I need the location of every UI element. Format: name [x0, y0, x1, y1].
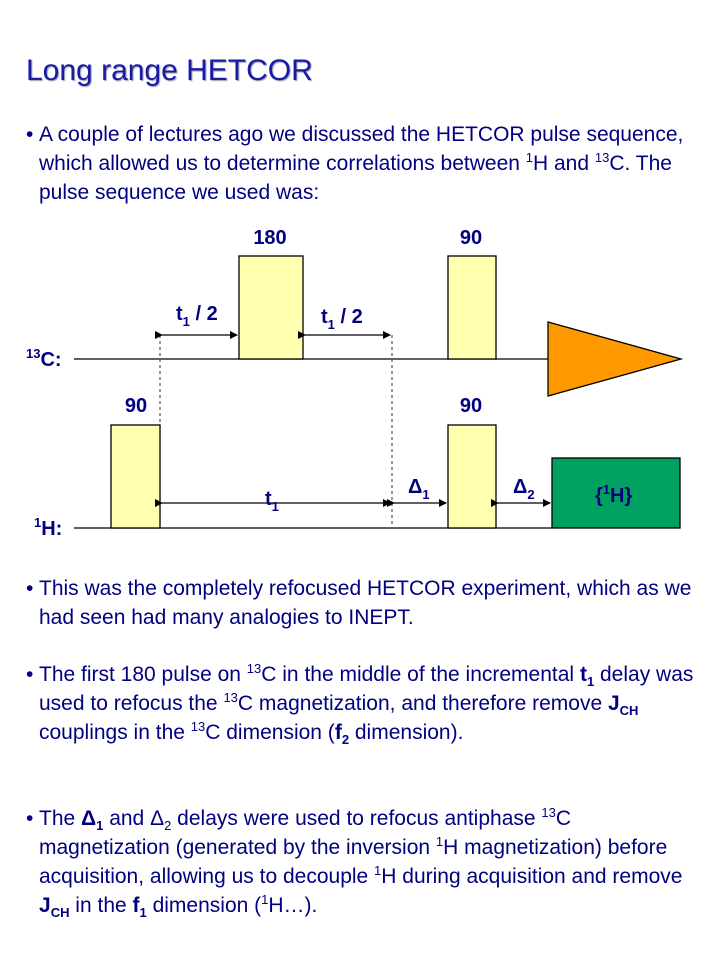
- bullet-paragraph-4: [26, 804, 706, 920]
- text-segment: H during acquisition and remove: [381, 865, 683, 888]
- text-segment: This was the completely refocused HETCOR experiment, which as we had seen had many analogies to INEPT.: [39, 577, 692, 629]
- text-segment: in the: [69, 894, 133, 917]
- text-segment: J: [39, 894, 51, 917]
- bullet-text: [26, 660, 706, 747]
- c13-90-pulse: [448, 256, 496, 359]
- bullet-marker: •: [26, 663, 34, 686]
- text-segment: C magnetization, and therefore remove: [237, 692, 608, 715]
- t1-half-right-label: $t_1 / 2$: [321, 306, 363, 332]
- h1-90-pulse-first: [111, 425, 160, 528]
- text-segment: H and: [533, 152, 595, 175]
- text-segment: 13: [223, 690, 238, 705]
- text-segment: f: [132, 894, 140, 917]
- bullet-marker: •: [26, 577, 34, 600]
- bullet-text: [26, 804, 706, 920]
- text-segment: Δ: [81, 807, 97, 830]
- text-segment: dimension (: [146, 894, 262, 917]
- c13-180-pulse: [239, 256, 303, 359]
- text-segment: C dimension (: [205, 721, 335, 744]
- delta2-label: $\Delta_2$: [513, 476, 535, 502]
- text-segment: f: [334, 721, 342, 744]
- text-segment: 1: [586, 674, 595, 690]
- text-segment: 1: [374, 863, 382, 878]
- bullet-marker: •: [26, 123, 34, 146]
- text-segment: 13: [246, 661, 262, 676]
- text-segment: The: [39, 807, 82, 830]
- text-segment: 1: [96, 818, 104, 834]
- text-segment: 1: [435, 834, 444, 849]
- t1-label: $t_1$: [265, 488, 279, 514]
- t1-half-left-label: $t_1 / 2$: [176, 303, 218, 329]
- h1-90-second-label: 90: [459, 395, 483, 417]
- text-segment: 13: [594, 150, 610, 165]
- text-segment: delay was used to refocus the: [39, 663, 694, 715]
- bullet-text: [26, 574, 706, 632]
- text-segment: t: [579, 663, 587, 686]
- text-segment: couplings in the: [39, 721, 191, 744]
- bullet-paragraph-3: [26, 660, 706, 747]
- text-segment: The first 180 pulse on: [39, 663, 247, 686]
- page-title: Long range HETCOR: [26, 54, 313, 87]
- text-segment: 1: [139, 905, 147, 921]
- text-segment: delays were used to refocus antiphase: [171, 807, 542, 830]
- text-segment: A couple of lectures ago we discussed the HETCOR pulse sequence, which allowed us to determine correlations between: [39, 123, 684, 175]
- text-segment: C in the middle of the incremental: [261, 663, 580, 686]
- delta1-label: $\Delta_1$: [408, 476, 430, 502]
- h1-90-first-label: 90: [124, 395, 148, 417]
- text-segment: 13: [190, 719, 206, 734]
- bullet-paragraph-2: [26, 574, 706, 632]
- text-segment: 2: [164, 818, 172, 834]
- text-segment: C magnetization (generated by the inversion: [39, 807, 572, 859]
- text-segment: 1: [525, 150, 533, 165]
- c13-90-label: 90: [459, 227, 483, 249]
- c13-channel-label: $^{13}$C:: [26, 346, 62, 371]
- acquisition-triangle: [548, 322, 681, 396]
- c13-180-label: 180: [253, 227, 287, 249]
- h1-90-pulse-second: [448, 425, 496, 528]
- text-segment: H magnetization) before acquisition, allowing us to decouple: [39, 836, 668, 888]
- text-segment: CH: [50, 905, 70, 921]
- text-segment: H…).: [268, 894, 318, 917]
- h1-channel-label: $^1$H:: [34, 515, 63, 540]
- text-segment: dimension).: [349, 721, 464, 744]
- bullet-marker: •: [26, 807, 34, 830]
- text-segment: CH: [619, 703, 639, 719]
- text-segment: 13: [541, 805, 556, 820]
- text-segment: 2: [341, 732, 350, 748]
- decoupling-label: {$^1$H}: [595, 482, 633, 507]
- text-segment: 1: [261, 892, 269, 907]
- text-segment: and: [103, 807, 151, 830]
- text-segment: J: [607, 692, 620, 715]
- text-segment: C. The pulse sequence we used was:: [39, 152, 672, 204]
- text-segment: Δ: [150, 807, 165, 830]
